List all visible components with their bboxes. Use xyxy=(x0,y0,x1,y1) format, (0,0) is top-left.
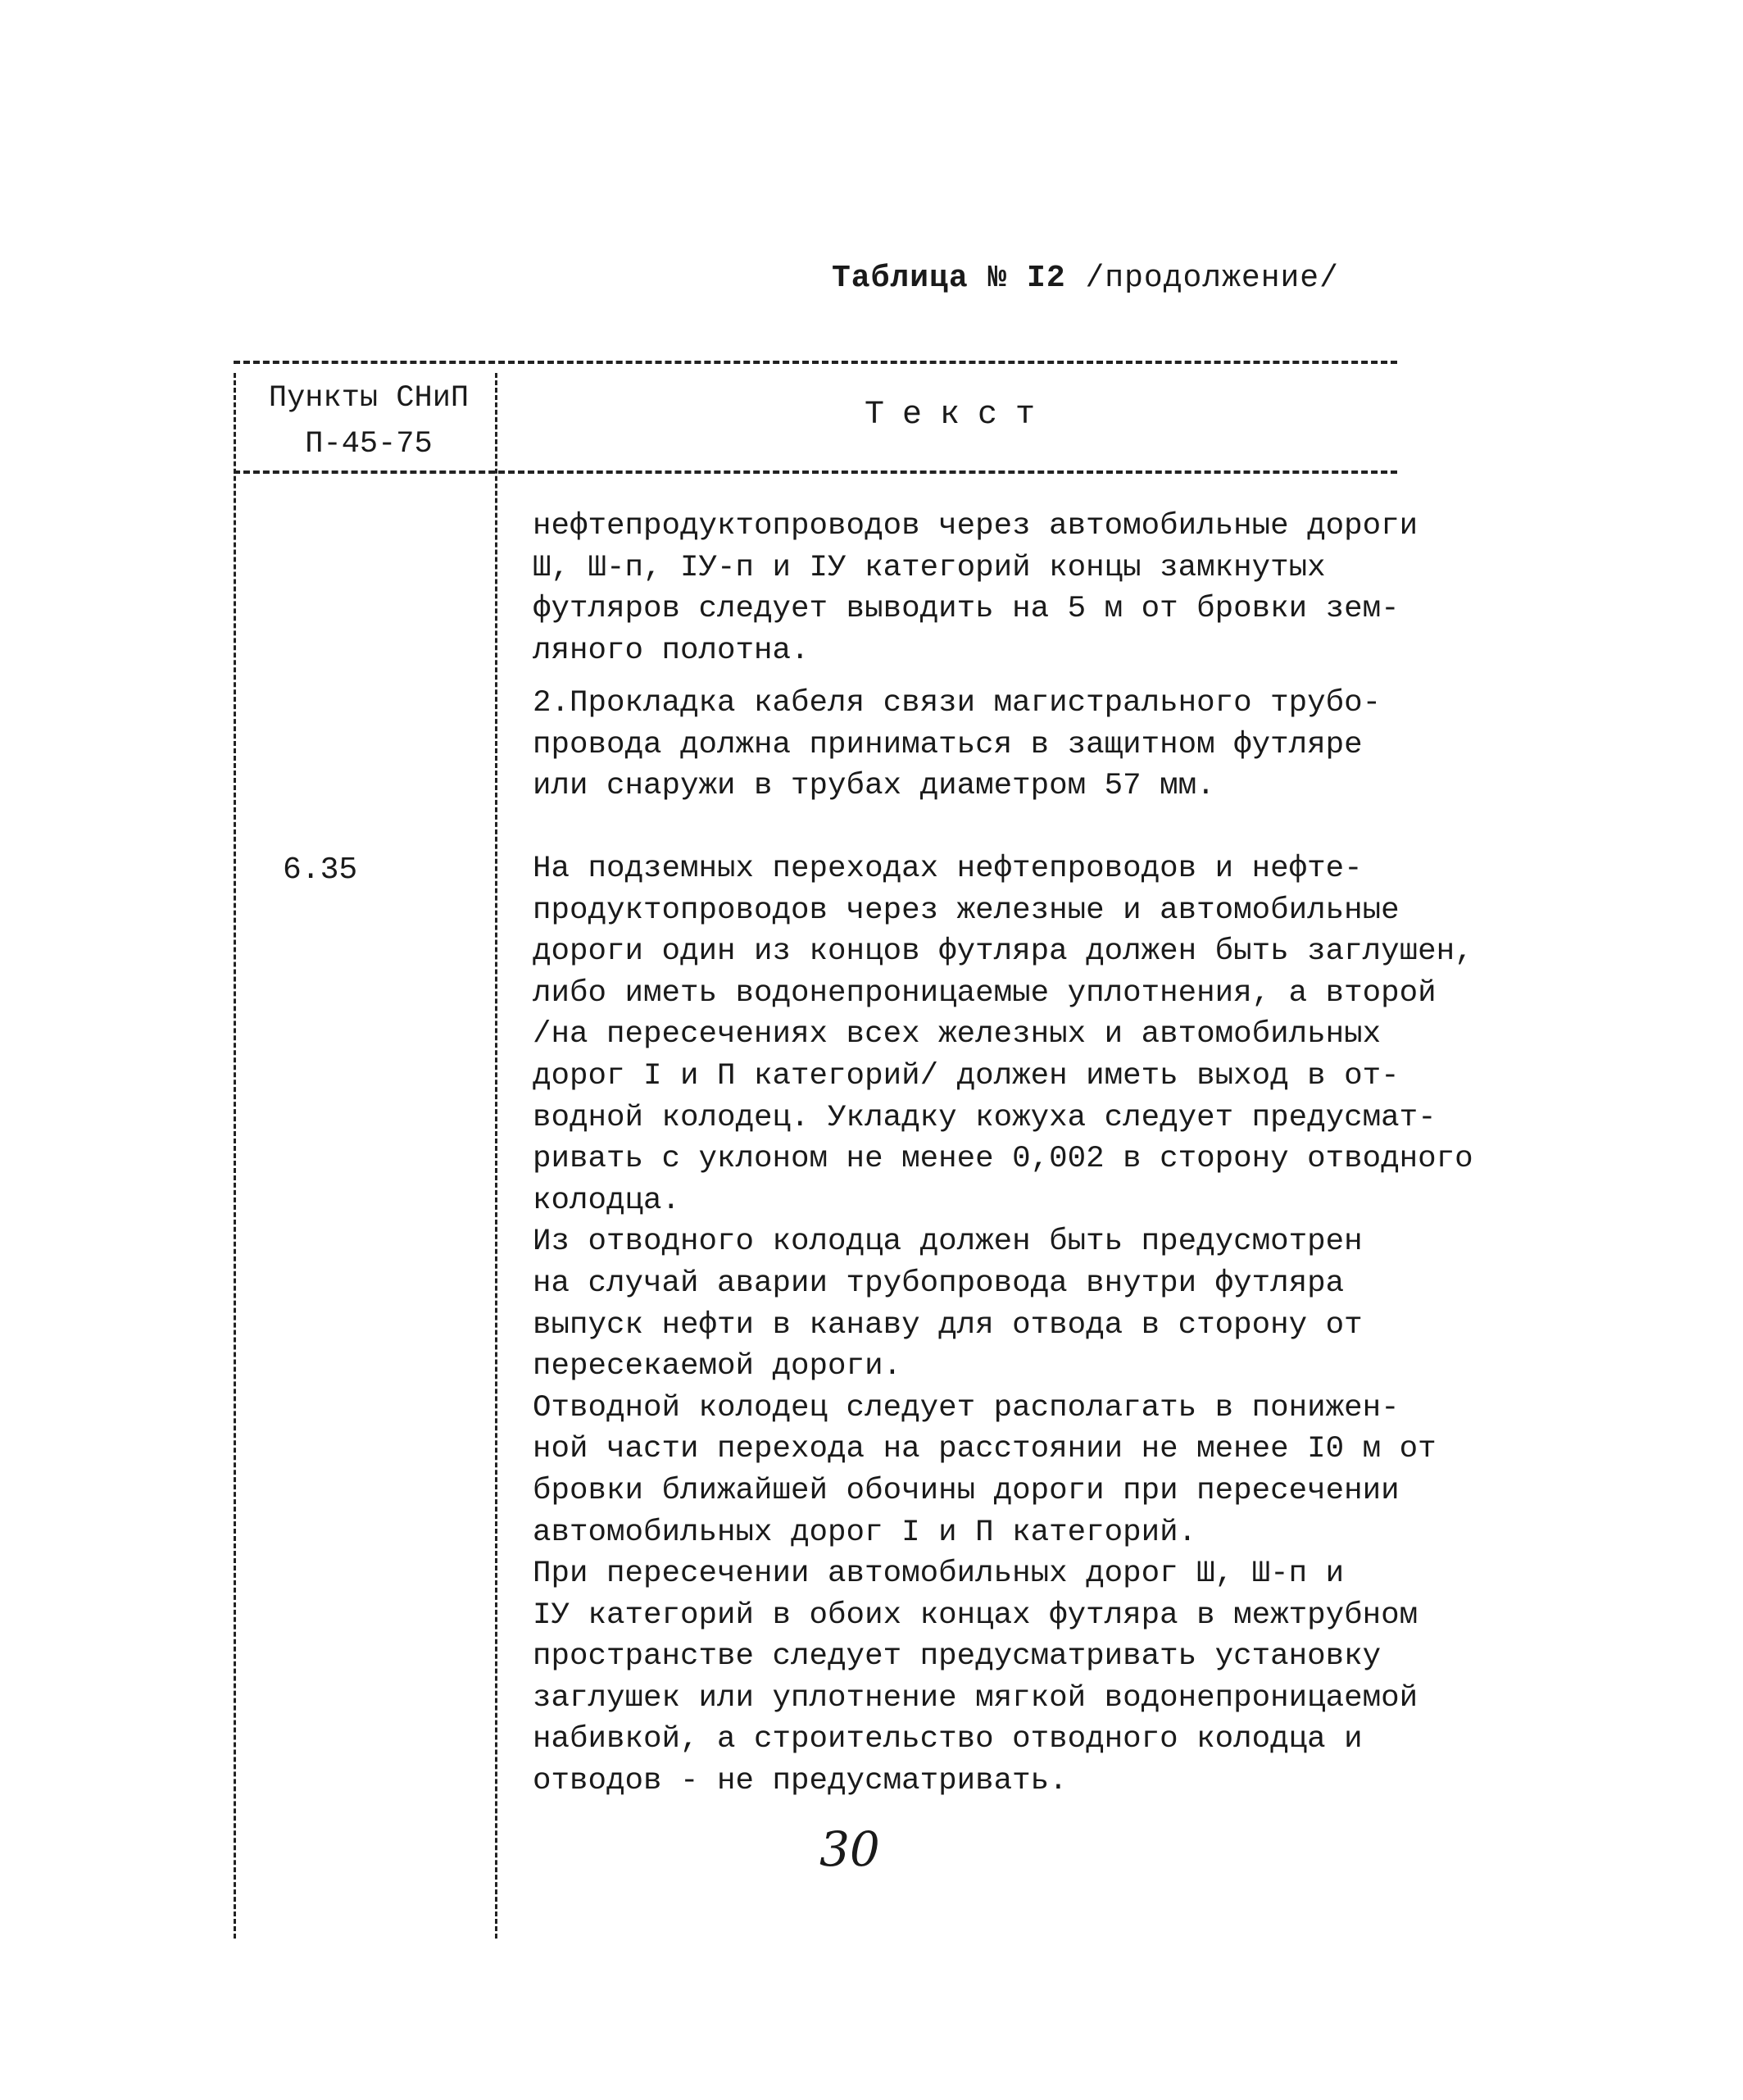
header-col-snip-points xyxy=(246,375,492,467)
table-top-rule xyxy=(234,361,1397,364)
row-1-paragraph-2: 2.Прокладка кабеля связи магистрального трубо- провода должна приниматься в защитном футляре или снаружи в трубах диаметром 57 мм. xyxy=(533,686,1382,804)
row-1-paragraph-1: нефтепродуктопроводов через автомобильные дороги Ш, Ш-п, IУ-п и IУ категорий концы замкнутых футляров следует выводить на 5 м от бровки зем- ляного полотна. xyxy=(533,509,1418,668)
table-caption xyxy=(832,261,1339,296)
header-col-snip-line1: Пункты СНиП xyxy=(268,381,470,416)
table-caption-title: Таблица № I2 xyxy=(832,261,1066,296)
header-bottom-rule xyxy=(234,470,1397,474)
table-caption-suffix: /продолжение/ xyxy=(1085,261,1339,296)
page-number: 30 xyxy=(819,1821,880,1877)
header-col-text: Текст xyxy=(864,397,1054,434)
column-divider xyxy=(495,373,497,1939)
row-2-item-number: 6.35 xyxy=(283,852,358,888)
header-col-snip-line2: П-45-75 xyxy=(305,427,433,461)
table-left-border xyxy=(234,373,236,1939)
row-2-paragraph-1: На подземных переходах нефтепроводов и нефте- продуктопроводов через железные и автомобильные дороги один из концов футляра должен быть заглушен, либо иметь водонепроницаемые уплотнения, а второй /на пересечениях всех железных и автомобильных дорог I и П категорий/ должен иметь выход в от- водной колодец. Укладку кожуха следует предусмат- ривать с уклоном не менее 0,002 в сторону отводного колодца. Из отводного колодца должен быть предусмотрен на случай аварии трубопровода внутри футляра выпуск нефти в канаву для отвода в сторону от пересекаемой дороги. Отводной колодец следует располагать в понижен- ной части перехода на расстоянии не менее I0 м от бровки ближайшей обочины дороги при пересечении автомобильных дорог I и П категорий. При пересечении автомобильных дорог Ш, Ш-п и IУ категорий в обоих концах футляра в межтрубном пространстве следует предусматривать установку заглушек или уплотнение мягкой водонепроницаемой набивкой, а строительство отводного колодца и отводов - не предусматривать. xyxy=(533,852,1473,1799)
